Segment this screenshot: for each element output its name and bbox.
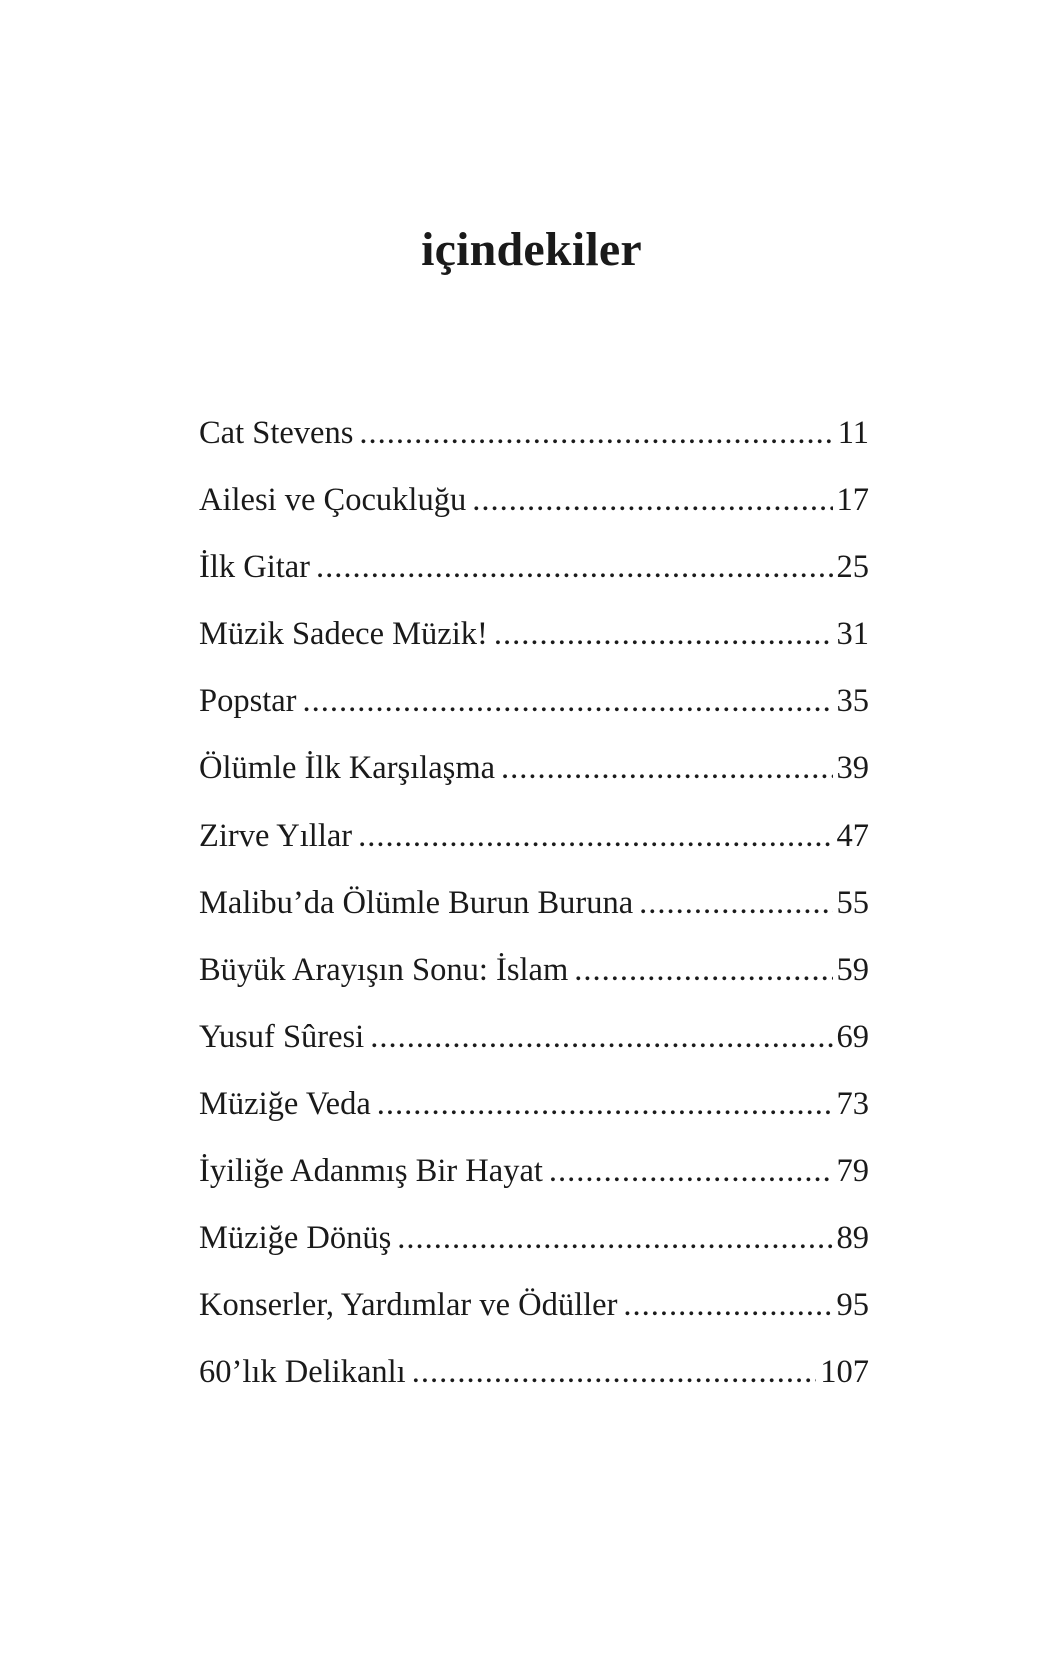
toc-entry: [199, 1146, 869, 1213]
toc-entry: [199, 542, 869, 609]
toc-dot-leader: [639, 878, 832, 928]
toc-dot-leader: [359, 408, 833, 458]
toc-dot-leader: [494, 609, 833, 659]
toc-entry-title: Konserler, Yardımlar ve Ödüller: [199, 1287, 618, 1324]
toc-page-number: 17: [836, 482, 869, 519]
toc-page-number: 25: [836, 549, 869, 586]
toc-dot-leader: [472, 475, 832, 525]
toc-entry-title: Cat Stevens: [199, 415, 354, 451]
toc-entry: [199, 1213, 869, 1280]
toc-entry-title: Zirve Yıllar: [199, 817, 353, 854]
toc-entry: [199, 609, 869, 676]
toc-page-number: 69: [836, 1018, 869, 1055]
toc-dot-leader: [377, 1079, 833, 1129]
toc-entry: [199, 1012, 869, 1079]
toc-entry: [199, 408, 869, 475]
toc-entry: [199, 475, 869, 542]
toc-entry-title: Ölümle İlk Karşılaşma: [199, 750, 496, 787]
toc-entry-title: İyiliğe Adanmış Bir Hayat: [199, 1153, 543, 1190]
toc-dot-leader: [501, 743, 832, 793]
toc-dot-leader: [303, 676, 833, 726]
toc-entry-title: Müziğe Veda: [199, 1085, 371, 1122]
toc-dot-leader: [574, 945, 832, 995]
toc-entry: [199, 743, 869, 810]
toc-dot-leader: [358, 811, 832, 861]
toc-page-number: 55: [836, 884, 869, 921]
toc-page-number: 95: [836, 1287, 869, 1324]
toc-dot-leader: [549, 1146, 833, 1196]
toc-entry-title: Ailesi ve Çocukluğu: [199, 482, 467, 519]
toc-page-number: 11: [837, 415, 869, 451]
toc-entry-title: İlk Gitar: [199, 549, 311, 586]
toc-entry-title: 60’lık Delikanlı: [199, 1354, 406, 1391]
toc-dot-leader: [397, 1213, 832, 1263]
toc-page-number: 39: [836, 750, 869, 787]
toc-entry: [199, 1347, 869, 1414]
toc-entry: [199, 811, 869, 878]
toc-entry: [199, 1079, 869, 1146]
toc-entry: [199, 676, 869, 743]
toc-entry: [199, 1280, 869, 1347]
toc-page-number: 47: [836, 817, 869, 854]
toc-entry-title: Müzik Sadece Müzik!: [199, 616, 488, 653]
toc-entry-title: Büyük Arayışın Sonu: İslam: [199, 951, 569, 988]
toc-dot-leader: [412, 1347, 817, 1397]
toc-dot-leader: [370, 1012, 832, 1062]
page-title: içindekiler: [421, 223, 642, 277]
toc-entry: [199, 878, 869, 945]
toc-entry-title: Yusuf Sûresi: [199, 1018, 365, 1055]
toc-entry-title: Malibu’da Ölümle Burun Buruna: [199, 884, 634, 921]
table-of-contents: [199, 408, 869, 1414]
toc-page-number: 89: [836, 1220, 869, 1257]
toc-page-number: 31: [836, 616, 869, 653]
toc-dot-leader: [623, 1280, 832, 1330]
toc-dot-leader: [316, 542, 832, 592]
toc-page-number: 35: [836, 683, 869, 720]
toc-entry: [199, 945, 869, 1012]
toc-page-number: 107: [820, 1354, 869, 1391]
toc-page-number: 59: [836, 951, 869, 988]
toc-page-number: 73: [836, 1085, 869, 1122]
toc-entry-title: Popstar: [199, 683, 297, 720]
toc-page-number: 79: [836, 1153, 869, 1190]
toc-entry-title: Müziğe Dönüş: [199, 1220, 392, 1257]
